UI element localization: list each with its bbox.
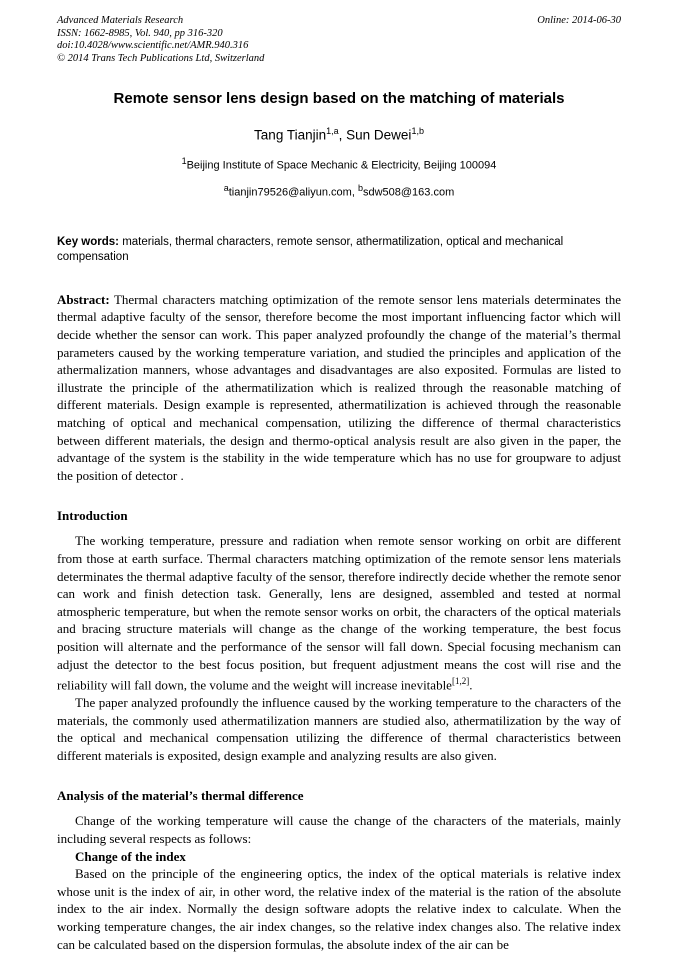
paper-title: Remote sensor lens design based on the matching of materials <box>113 90 565 107</box>
affiliation-line <box>57 154 621 173</box>
email-a-superscript: a <box>223 183 229 194</box>
journal-name: Advanced Materials Research <box>57 15 184 26</box>
authors-separator: , <box>338 127 347 143</box>
email-b-address: sdw508@163.com <box>362 186 455 199</box>
analysis-paragraph-1: Change of the working temperature will cause the change of the characters of the materials, mainly including several respects as follows: <box>57 813 621 846</box>
introduction-paragraph-1-text: The working temperature, pressure and radiation when remote sensor working on orbit are different from those at earth surface. Thermal characters matching optimization of the remote sensor lens materials determinates the thermal adaptive faculty of the sensor, therefore indirectly decide whether the remote senor can work and finish detection task. Generally, lens are designed, assembled and tested at normal atmospheric temperature, but when the remote sensor works on orbit, the characters of the optical materials and bracing structure materials will change as the change of the working temperature, the best focus position will alternate and the performance of the sensor will fall down. Special focusing mechanism can adjust the detector to the best focus position, but frequent adjustment means the cost will rise and the reliability will fall down, the volume and the weight will increase inevitable <box>57 533 621 693</box>
section-heading-introduction: Introduction <box>57 508 128 524</box>
introduction-paragraph-2: The paper analyzed profoundly the influence caused by the working temperature to the characters of the materials, the commonly used athermatilization manners are studied also, athermatilization by the way of the optical and mechanical compensation utilizing the difference of thermal characteristics between different materials is exposited, design example and analyzing results are also given. <box>57 695 621 763</box>
abstract-label: Abstract: <box>57 291 110 307</box>
abstract-block <box>57 291 621 485</box>
emails-line <box>57 181 621 200</box>
email-a-address: tianjin79526@aliyun.com <box>228 186 352 199</box>
emails-separator: , <box>351 186 358 199</box>
introduction-paragraph-1-period: . <box>469 677 473 693</box>
introduction-paragraph-1 <box>57 532 621 694</box>
affiliation-superscript: 1 <box>181 155 187 166</box>
author-1-name: Tang Tianjin <box>254 127 327 143</box>
journal-header <box>57 15 621 65</box>
online-date: Online: 2014-06-30 <box>537 15 621 26</box>
author-1-superscript: 1,a <box>326 126 339 136</box>
section-heading-analysis: Analysis of the material’s thermal difference <box>57 788 304 804</box>
authors-line <box>57 123 621 144</box>
email-b-superscript: b <box>357 183 363 194</box>
keywords-text: materials, thermal characters, remote sensor, athermatilization, optical and mechanical compensation <box>57 235 564 263</box>
citation-reference: [1,2] <box>451 676 470 687</box>
keywords-label: Key words: <box>57 235 119 248</box>
journal-issn-line: ISSN: 1662-8985, Vol. 940, pp 316-320 <box>57 27 223 39</box>
analysis-paragraph-2: Based on the principle of the engineering optics, the index of the optical materials is relative index whose unit is the index of air, in other word, the relative index of the material is the ration of the absolute index to the air index. Normally the design software adopts the relative index to calculate. When the working temperature changes, the air index changes, so the relative index changes also. The relative index can be calculated based on the dispersion formulas, the absolute index of the air can be <box>57 866 621 952</box>
journal-doi-line: doi:10.4028/www.scientific.net/AMR.940.316 <box>57 40 249 51</box>
author-2-superscript: 1,b <box>411 126 424 136</box>
abstract-text: Thermal characters matching optimization of the remote sensor lens materials determinates the thermal adaptive faculty of the sensor, therefore become the most important influencing factor which will decide whether the sensor can work. This paper analyzed profoundly the change of the material’s thermal parameters caused by the working temperature variation, and studied the principles and application of the athermalization manners, whose advantages and disadvantages are also exposited. Formulas are listed to illustrate the principle of the athermatilization which is realized through the reasonable matching of different materials. Design example is represented, athermatilization is achieved through the reasonable matching of optical and mechanical compensation, utilizing the difference of thermal characteristics between different materials, the design and thermo-optical analysis result are also given in the paper, the advantage of the system is the stability in the wide temperature which has no use for groupware to adjust the position of detector . <box>57 291 621 483</box>
keywords-block <box>57 235 621 265</box>
affiliation-text: Beijing Institute of Space Mechanic & Electricity, Beijing 100094 <box>186 159 497 172</box>
journal-copyright-line: © 2014 Trans Tech Publications Ltd, Switzerland <box>57 52 265 64</box>
author-2-name: Sun Dewei <box>346 127 412 143</box>
journal-info-block <box>57 15 264 65</box>
subsection-heading-change-of-index: Change of the index <box>75 848 186 864</box>
